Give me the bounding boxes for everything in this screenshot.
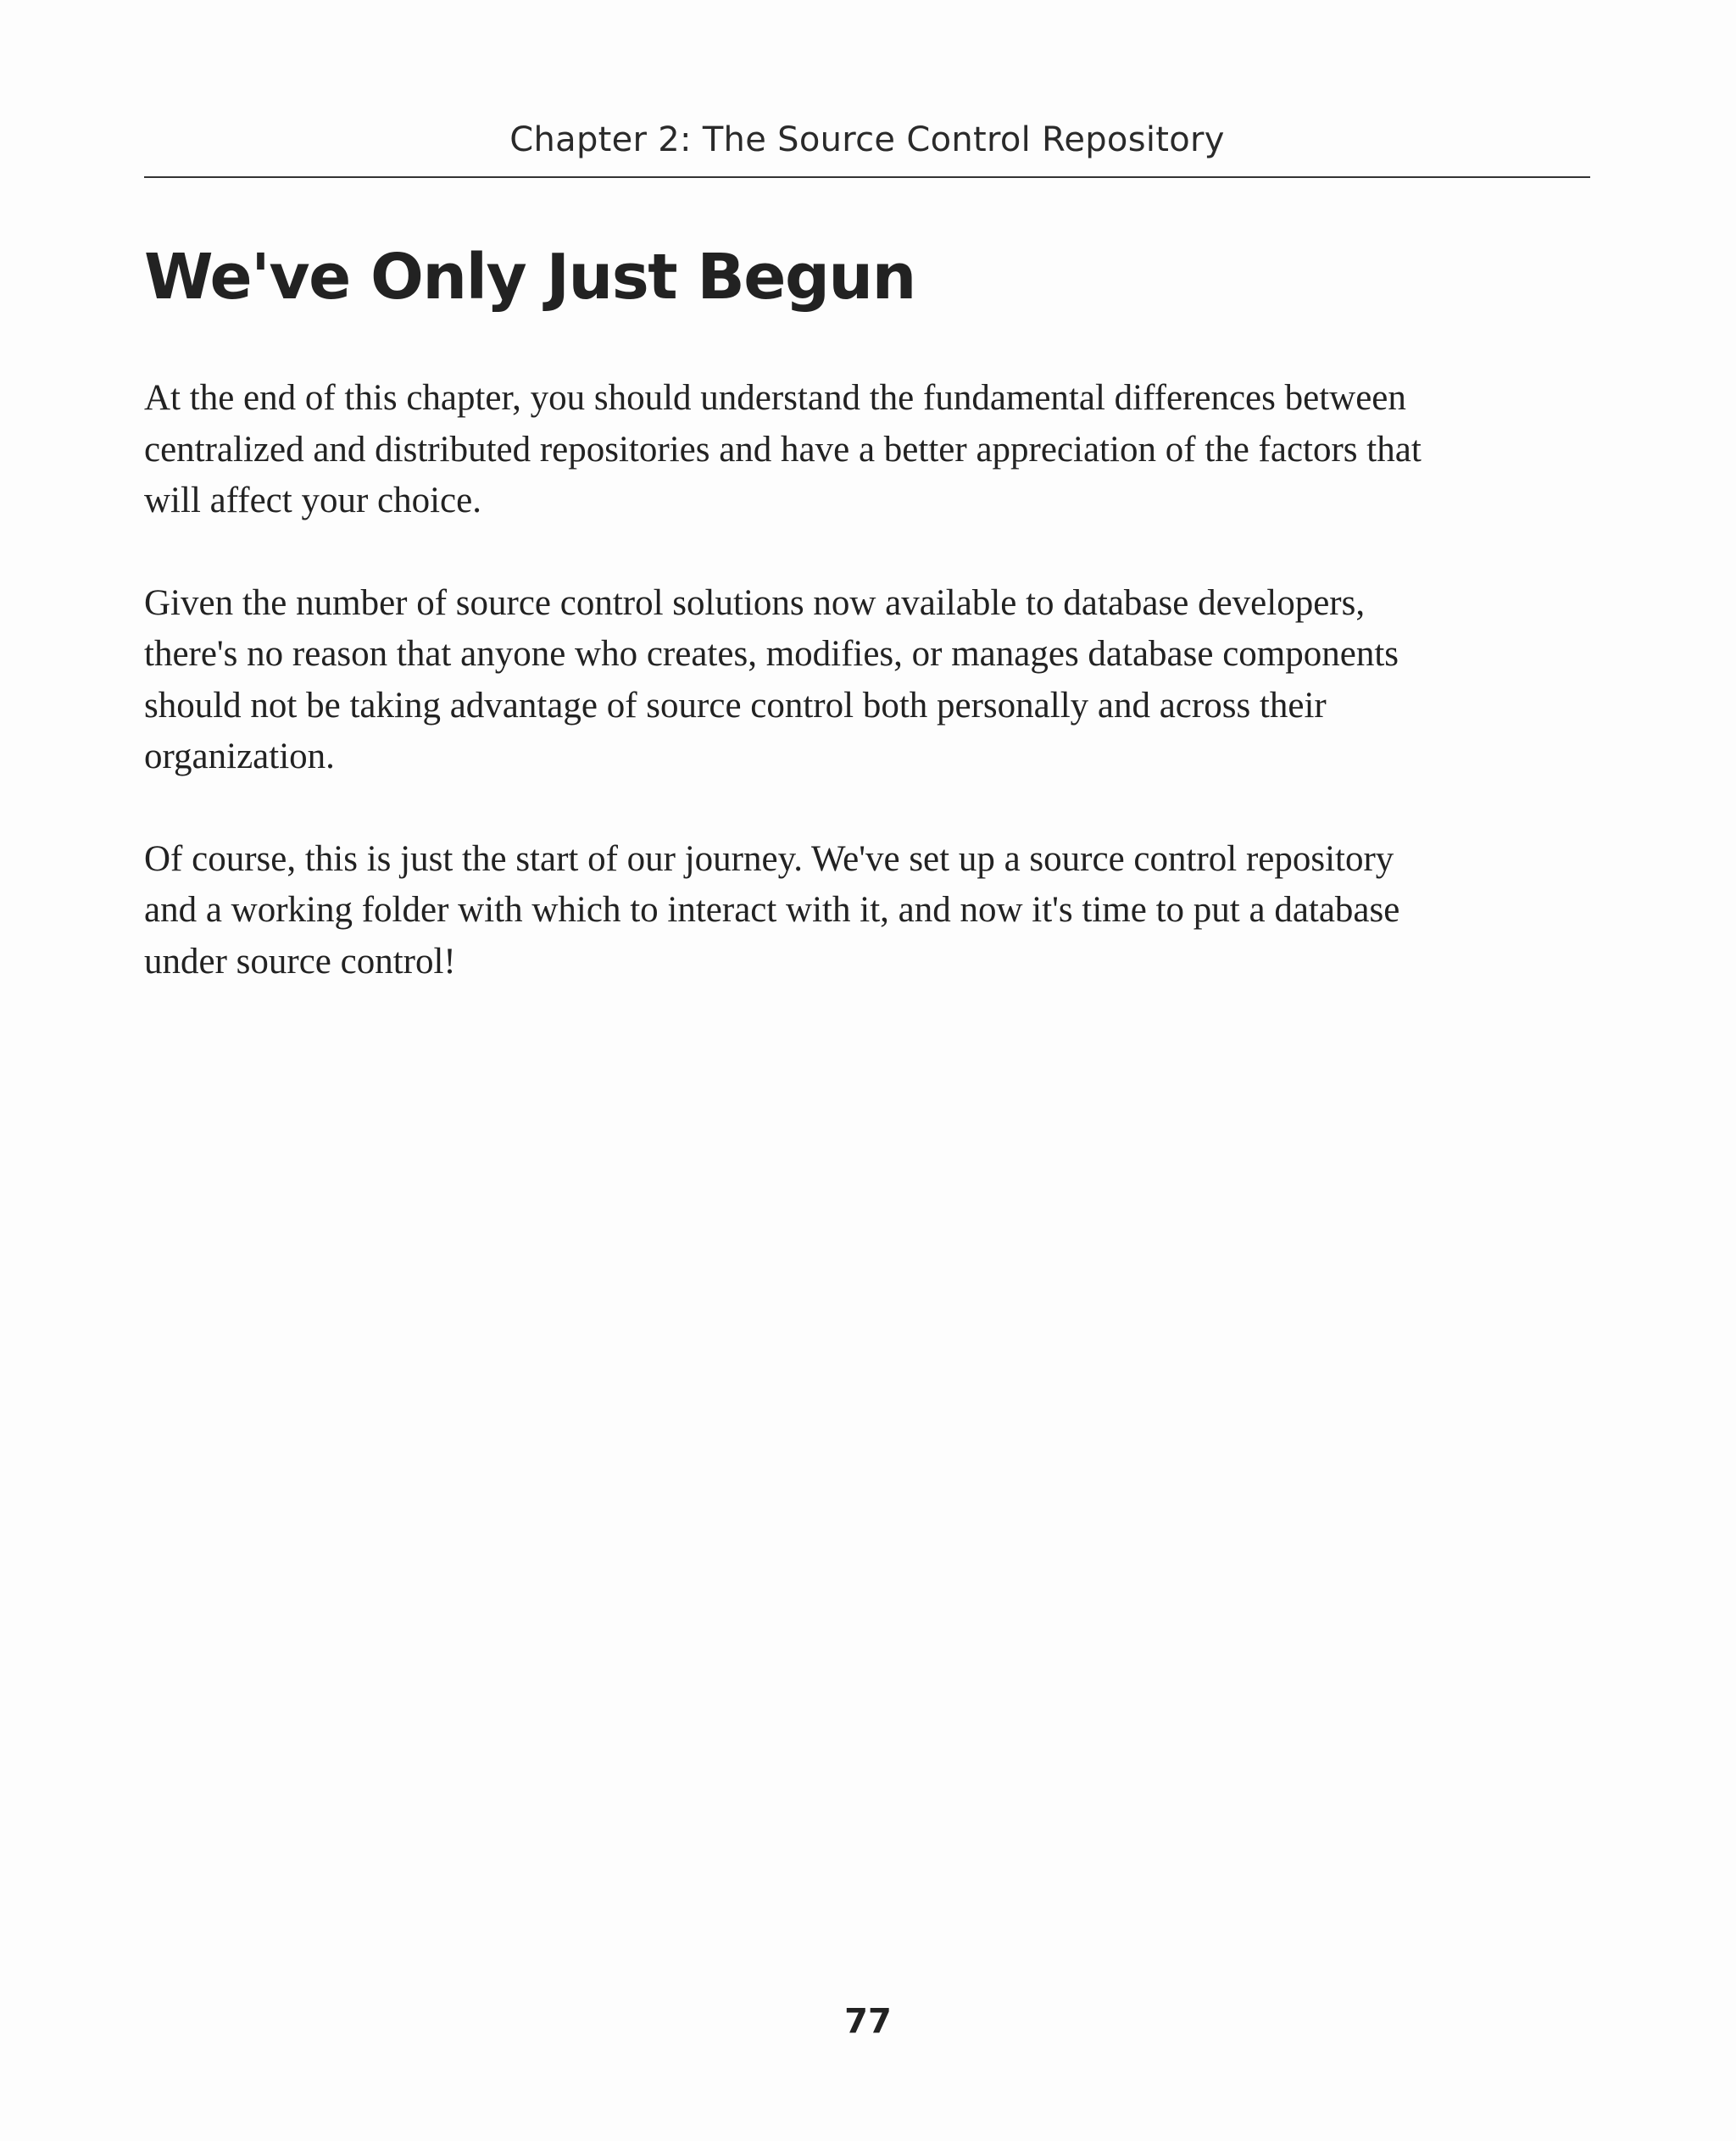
running-head: Chapter 2: The Source Control Repository — [509, 120, 1225, 159]
section-title: We've Only Just Begun — [144, 241, 915, 314]
paragraph: Of course, this is just the start of our journey. We've set up a source control repository and a working folder with which to interact with it, and now it's time to put a database under source control! — [144, 838, 1400, 982]
page-number: 77 — [844, 2002, 892, 2041]
body-text — [144, 373, 1598, 1038]
paragraph: At the end of this chapter, you should understand the fundamental differences between centralized and distributed repositories and have a better appreciation of the factors that will affect your choice. — [144, 378, 1422, 520]
page-header — [144, 108, 1590, 178]
paragraph: Given the number of source control solutions now available to database developers, there's no reason that anyone who creates, modifies, or manages database components should not be taking advantage of source control both personally and across their organization. — [144, 582, 1399, 776]
